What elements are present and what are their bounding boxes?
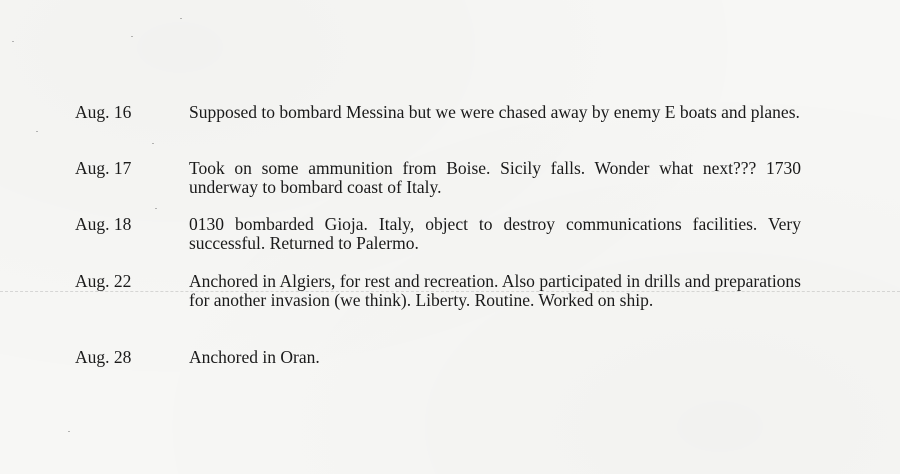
entry-text: Supposed to bombard Messina but we were chased away by enemy E boats and planes. (189, 102, 800, 122)
paper-speck (12, 41, 14, 42)
entry-text: Anchored in Algiers, for rest and recreation. Also participated in drills and preparations for another invasion (we think). Liberty. Routine. Worked on ship. (189, 271, 801, 310)
entry-text: Took on some ammunition from Boise. Sicily falls. Wonder what next??? 1730 underway to bombard coast of Italy. (189, 158, 801, 197)
entry-date: Aug. 16 (75, 102, 132, 122)
entry-date: Aug. 18 (75, 214, 132, 234)
entry-text: Anchored in Oran. (189, 347, 320, 367)
entry-date: Aug. 17 (75, 158, 132, 178)
entry-date: Aug. 28 (75, 347, 132, 367)
entry-text: 0130 bombarded Gioja. Italy, object to destroy communications facilities. Very successful. Returned to Palermo. (189, 214, 801, 253)
paper-speck (155, 208, 157, 209)
paper-speck (131, 36, 133, 37)
paper-speck (180, 18, 182, 19)
paper-speck (36, 131, 38, 132)
paper-speck (152, 143, 154, 144)
paper-speck (68, 431, 70, 432)
entry-date: Aug. 22 (75, 271, 132, 291)
